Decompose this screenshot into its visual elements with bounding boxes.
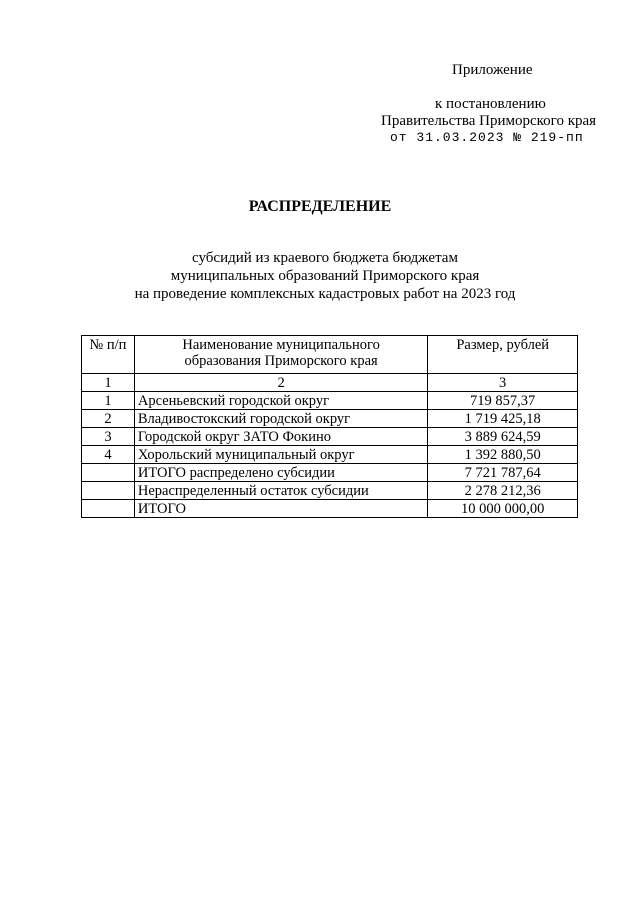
header-amount: Размер, рублей (428, 336, 578, 374)
row-municipality: Арсеньевский городской округ (134, 392, 427, 410)
row-number: 4 (82, 446, 135, 464)
column-number-3: 3 (428, 374, 578, 392)
row-municipality: ИТОГО (134, 500, 427, 518)
document-title: РАСПРЕДЕЛЕНИЕ (248, 198, 392, 215)
column-number-row (82, 374, 578, 392)
row-amount: 719 857,37 (428, 392, 578, 410)
table-row (82, 410, 578, 428)
row-municipality: Хорольский муниципальный округ (134, 446, 427, 464)
table-row (82, 464, 578, 482)
row-number: 1 (82, 392, 135, 410)
to-resolution-label: к постановлению (435, 96, 546, 112)
row-amount: 10 000 000,00 (428, 500, 578, 518)
resolution-date-number: от 31.03.2023 № 219-пп (390, 130, 584, 145)
row-number: 2 (82, 410, 135, 428)
row-municipality: Владивостокский городской округ (134, 410, 427, 428)
row-number: 3 (82, 428, 135, 446)
allocation-table (81, 335, 578, 518)
subtitle-line-2: муниципальных образований Приморского края (170, 268, 480, 284)
row-number (82, 500, 135, 518)
row-municipality: ИТОГО распределено субсидии (134, 464, 427, 482)
row-municipality: Нераспределенный остаток субсидии (134, 482, 427, 500)
table-row (82, 428, 578, 446)
row-number (82, 464, 135, 482)
row-amount: 1 392 880,50 (428, 446, 578, 464)
table-header-row (82, 336, 578, 374)
table-row (82, 446, 578, 464)
header-number: № п/п (82, 336, 135, 374)
header-municipality: Наименование муниципального образования Приморского края (134, 336, 427, 374)
column-number-2: 2 (134, 374, 427, 392)
column-number-1: 1 (82, 374, 135, 392)
row-amount: 2 278 212,36 (428, 482, 578, 500)
row-amount: 1 719 425,18 (428, 410, 578, 428)
subtitle-line-1: субсидий из краевого бюджета бюджетам (192, 250, 458, 266)
subtitle-line-3: на проведение комплексных кадастровых работ на 2023 год (134, 286, 516, 302)
table-row (82, 392, 578, 410)
table-row (82, 500, 578, 518)
row-number (82, 482, 135, 500)
row-municipality: Городской округ ЗАТО Фокино (134, 428, 427, 446)
appendix-label: Приложение (452, 62, 533, 78)
row-amount: 7 721 787,64 (428, 464, 578, 482)
table-row (82, 482, 578, 500)
row-amount: 3 889 624,59 (428, 428, 578, 446)
government-label: Правительства Приморского края (381, 113, 597, 129)
